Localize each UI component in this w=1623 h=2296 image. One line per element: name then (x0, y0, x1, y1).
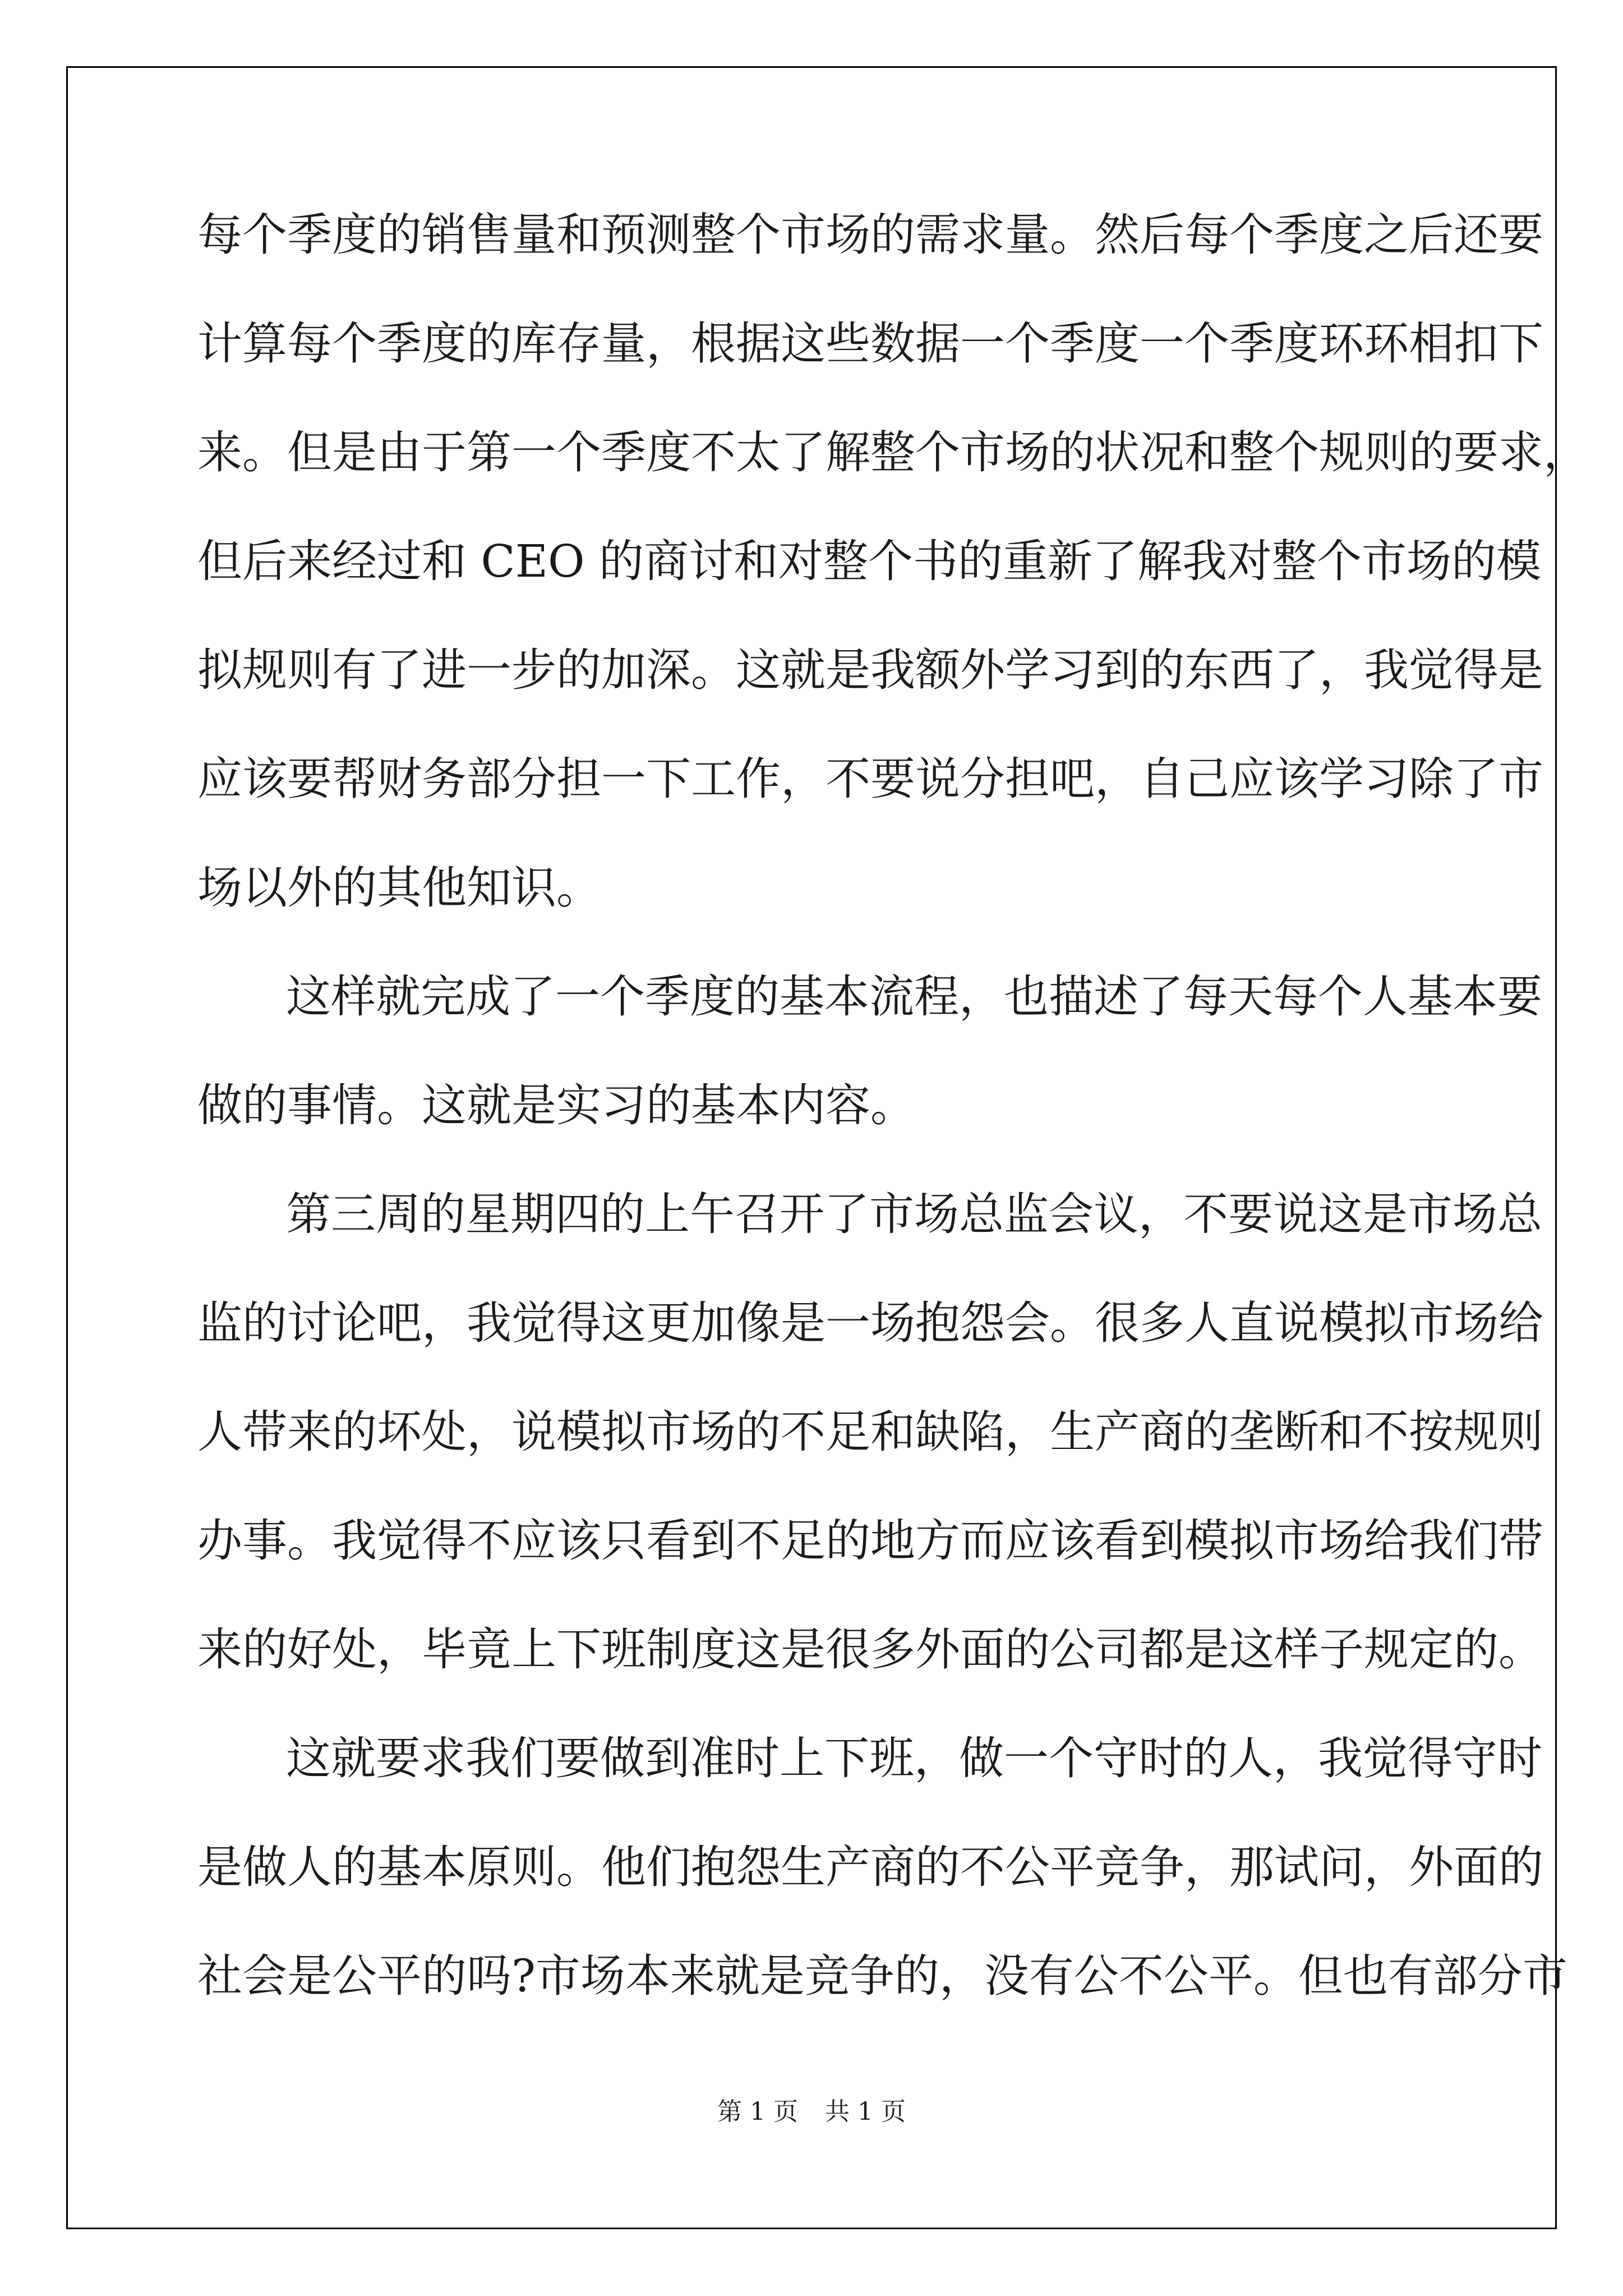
text-line: 场以外的其他知识。 (197, 862, 601, 914)
page-total: 共 1 页 (825, 2097, 906, 2126)
text-line: 人带来的坏处，说模拟市场的不足和缺陷，生产商的垄断和不按规则 (197, 1406, 1543, 1458)
page-footer (0, 2091, 1623, 2127)
text-line: 监的讨论吧，我觉得这更加像是一场抱怨会。很多人直说模拟市场给 (197, 1297, 1543, 1349)
page-number: 第 1 页 (717, 2097, 798, 2126)
text-line: 办事。我觉得不应该只看到不足的地方而应该看到模拟市场给我们带 (197, 1515, 1543, 1567)
text-line: 但后来经过和 CEO 的商讨和对整个书的重新了解我对整个市场的模 (197, 535, 1542, 587)
text-line: 应该要帮财务部分担一下工作，不要说分担吧，自己应该学习除了市 (197, 753, 1543, 805)
paragraph-first-line: 这样就完成了一个季度的基本流程，也描述了每天每个人基本要 (286, 970, 1542, 1023)
text-line: 拟规则有了进一步的加深。这就是我额外学习到的东西了，我觉得是 (197, 644, 1543, 696)
text-line: 计算每个季度的库存量，根据这些数据一个季度一个季度环环相扣下 (197, 318, 1543, 370)
paragraph-first-line: 这就要求我们要做到准时上下班，做一个守时的人，我觉得守时 (286, 1732, 1542, 1784)
text-line: 每个季度的销售量和预测整个市场的需求量。然后每个季度之后还要 (197, 209, 1543, 261)
text-line: 来的好处，毕竟上下班制度这是很多外面的公司都是这样子规定的。 (197, 1623, 1543, 1676)
text-line: 是做人的基本原则。他们抱怨生产商的不公平竞争，那试问，外面的 (197, 1841, 1543, 1893)
paragraph-first-line: 第三周的星期四的上午召开了市场总监会议，不要说这是市场总 (286, 1188, 1542, 1240)
text-line: 社会是公平的吗?市场本来就是竞争的，没有公不公平。但也有部分市 (197, 1950, 1567, 2002)
text-line: 做的事情。这就是实习的基本内容。 (197, 1079, 915, 1131)
text-line: 来。但是由于第一个季度不太了解整个市场的状况和整个规则的要求， (197, 426, 1588, 478)
document-body (197, 209, 1588, 2060)
